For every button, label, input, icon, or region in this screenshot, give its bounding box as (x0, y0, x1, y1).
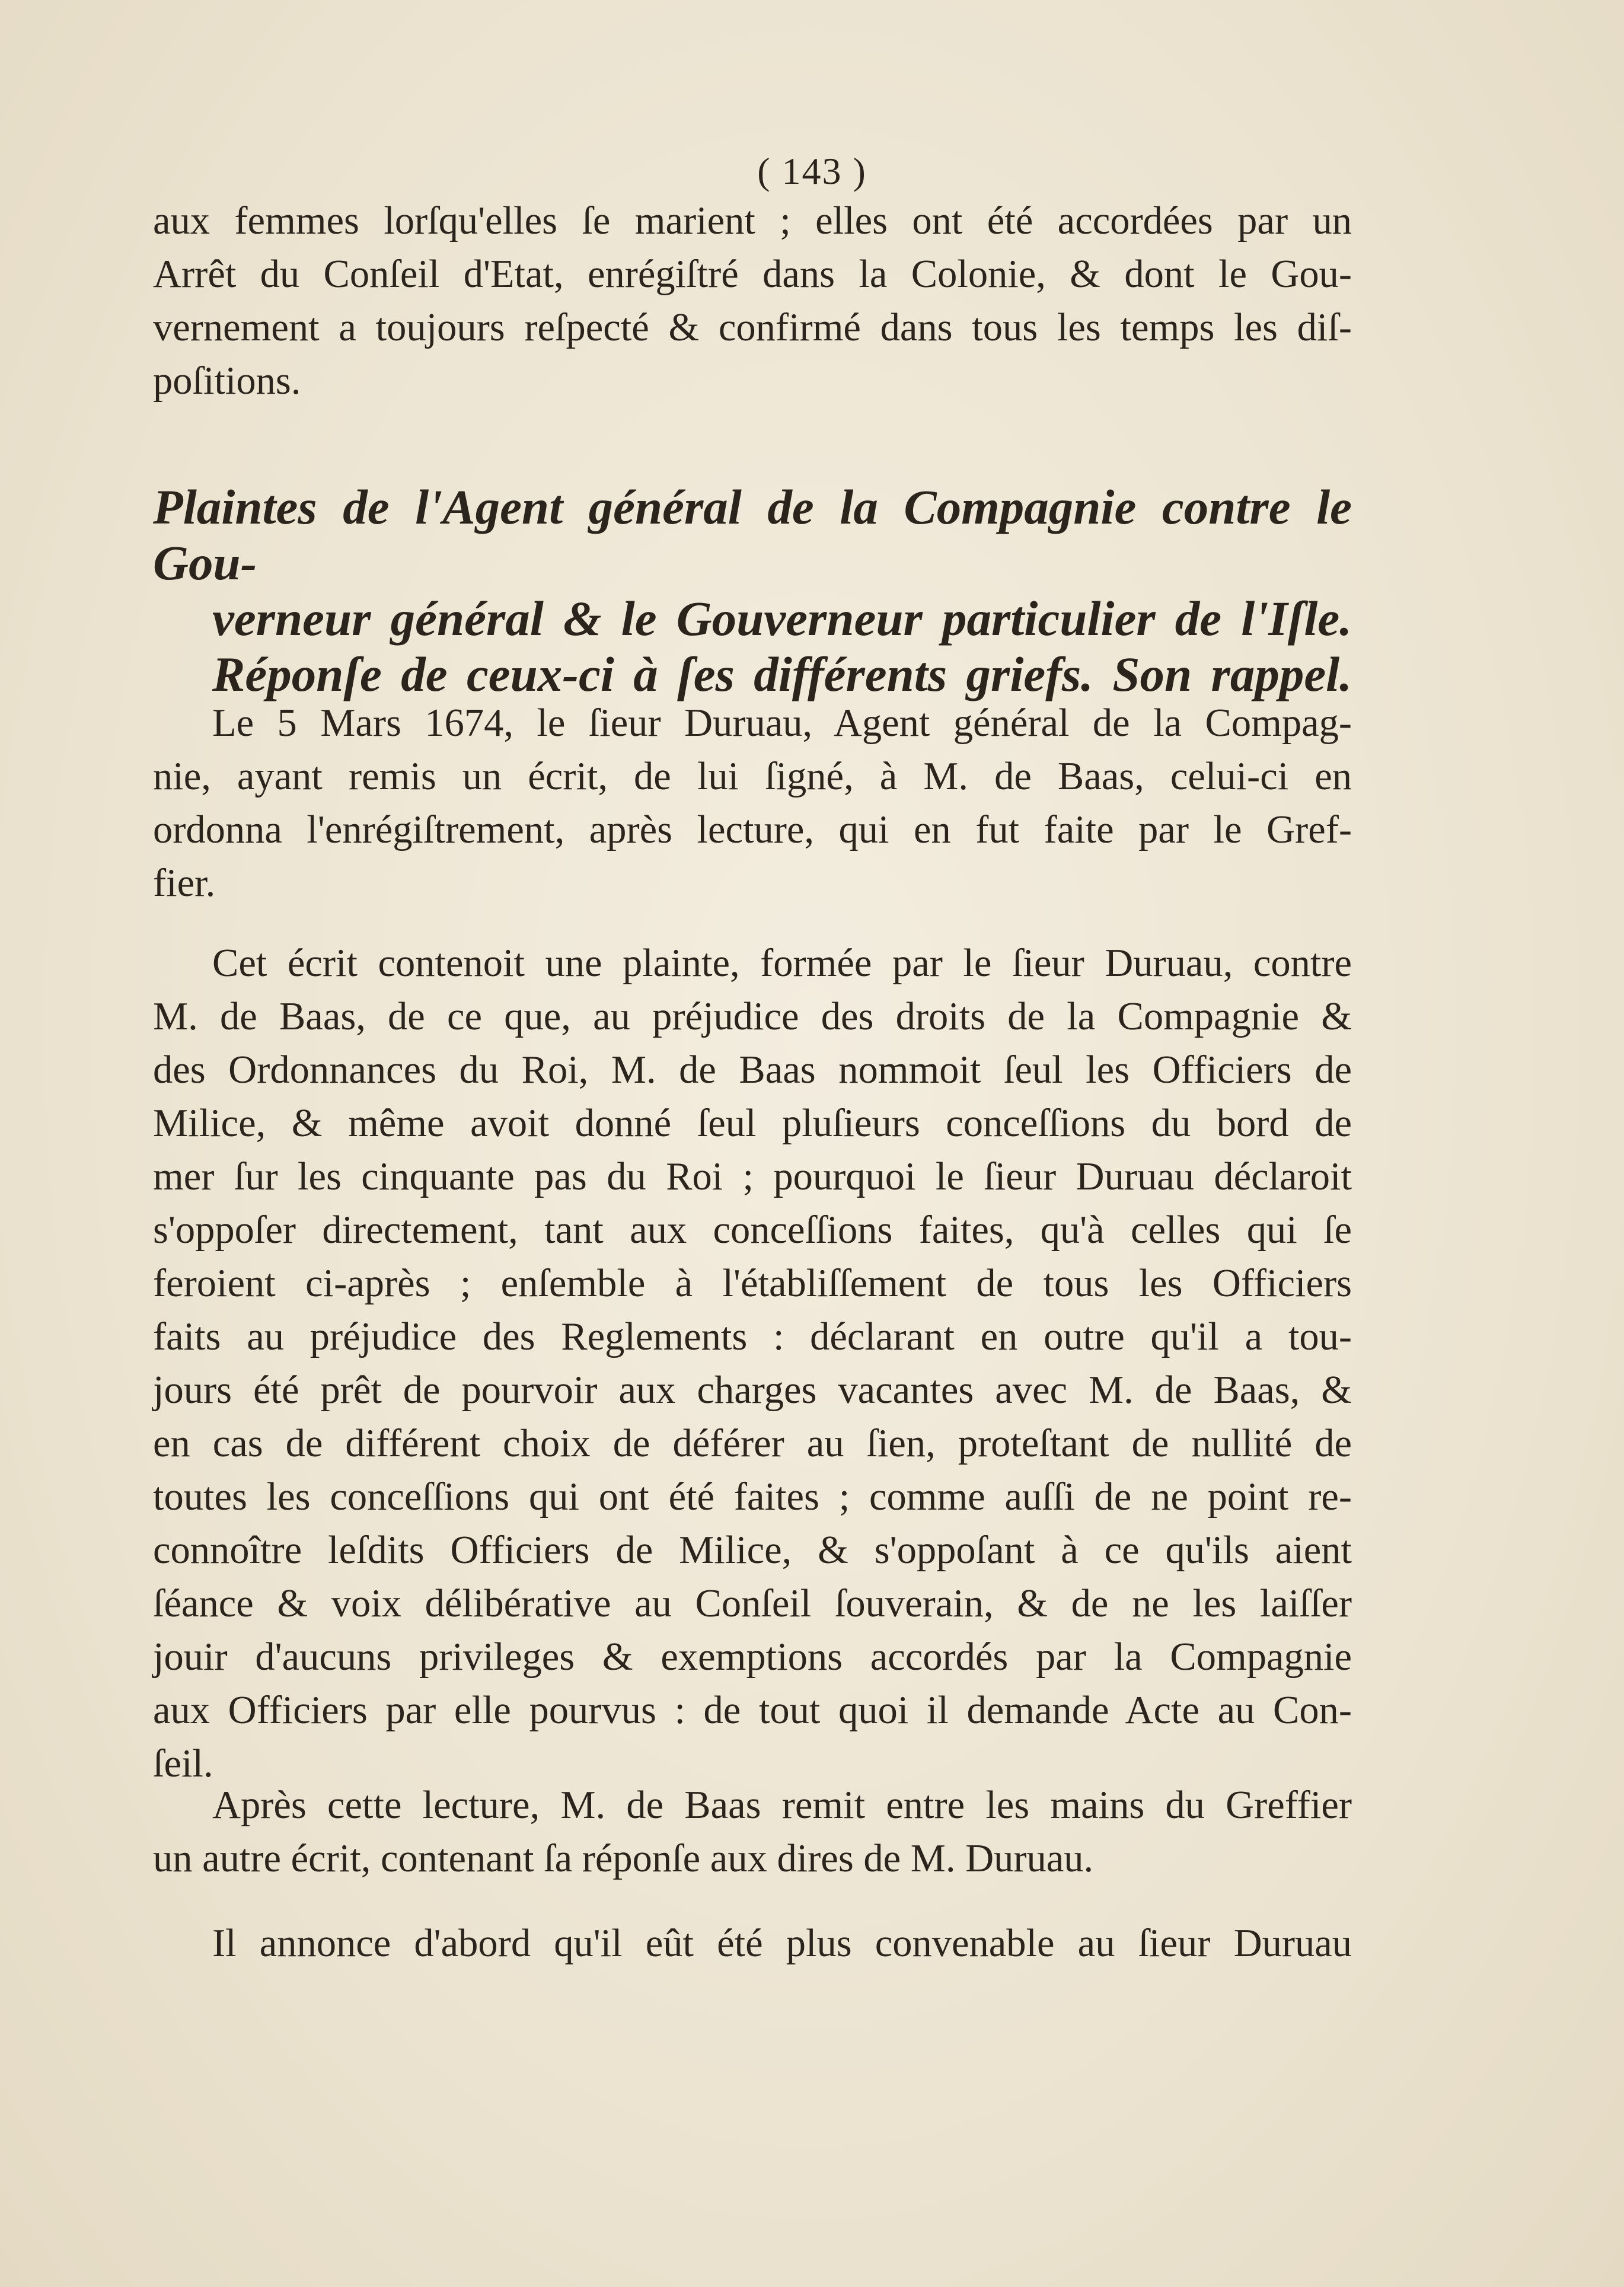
text-line: M. de Baas, de ce que, au préjudice des droits de la Compagnie & (153, 995, 1352, 1038)
heading-line: Réponſe de ceux-ci à ſes différents griefs. Son rappel. (212, 647, 1352, 701)
text-line: ordonna l'enrégiſtrement, après lecture, qui en fut faite par le Gref- (153, 808, 1352, 851)
text-line: toutes les conceſſions qui ont été faites ; comme auſſi de ne point re- (153, 1475, 1352, 1519)
text-line: Il annonce d'abord qu'il eût été plus convenable au ſieur Duruau (212, 1922, 1352, 1965)
text-line: en cas de différent choix de déférer au ſien, proteſtant de nullité de (153, 1422, 1352, 1465)
text-line: Après cette lecture, M. de Baas remit entre les mains du Greffier (212, 1784, 1352, 1827)
text-line: vernement a toujours reſpecté & confirmé dans tous les temps les diſ- (153, 306, 1352, 349)
text-line: jouir d'aucuns privileges & exemptions accordés par la Compagnie (153, 1635, 1352, 1679)
text-line: ſéance & voix délibérative au Conſeil ſouverain, & de ne les laiſſer (153, 1582, 1352, 1625)
paragraph (153, 937, 1352, 1791)
text-line: feroient ci-après ; enſemble à l'établiſſement de tous les Officiers (153, 1262, 1352, 1305)
heading-line: Plaintes de l'Agent général de la Compagnie contre le Gou- (153, 480, 1352, 590)
text-line: Cet écrit contenoit une plainte, formée par le ſieur Duruau, contre (212, 942, 1352, 985)
paragraph-continuation (153, 194, 1352, 408)
text-line: aux femmes lorſqu'elles ſe marient ; elles ont été accordées par un (153, 199, 1352, 243)
text-line: mer ſur les cinquante pas du Roi ; pourquoi le ſieur Duruau déclaroit (153, 1155, 1352, 1198)
text-line: aux Officiers par elle pourvus : de tout quoi il demande Acte au Con- (153, 1689, 1352, 1732)
paragraph (153, 1917, 1352, 1970)
text-line: poſitions. (153, 359, 301, 403)
paragraph (153, 697, 1352, 910)
text-line: connoître leſdits Officiers de Milice, & s'oppoſant à ce qu'ils aient (153, 1529, 1352, 1572)
text-line: faits au préjudice des Reglements : déclarant en outre qu'il a tou- (153, 1315, 1352, 1358)
text-line: jours été prêt de pourvoir aux charges vacantes avec M. de Baas, & (153, 1369, 1352, 1412)
heading-line: verneur général & le Gouverneur particulier de l'Iſle. (212, 591, 1352, 646)
text-line: ſeil. (153, 1742, 213, 1785)
text-line: nie, ayant remis un écrit, de lui ſigné, à M. de Baas, celui-ci en (153, 755, 1352, 798)
text-line: Arrêt du Conſeil d'Etat, enrégiſtré dans la Colonie, & dont le Gou- (153, 253, 1352, 296)
text-line: des Ordonnances du Roi, M. de Baas nommoit ſeul les Officiers de (153, 1048, 1352, 1092)
text-line: s'oppoſer directement, tant aux conceſſions faites, qu'à celles qui ſe (153, 1208, 1352, 1252)
page-number: ( 143 ) (757, 150, 867, 192)
text-line: Le 5 Mars 1674, le ſieur Duruau, Agent général de la Compag- (212, 701, 1352, 745)
text-line: fier. (153, 862, 216, 905)
paragraph (153, 1779, 1352, 1886)
text-line: Milice, & même avoit donné ſeul pluſieurs conceſſions du bord de (153, 1102, 1352, 1145)
section-heading (153, 479, 1352, 702)
text-line: un autre écrit, contenant ſa réponſe aux dires de M. Duruau. (153, 1837, 1094, 1880)
